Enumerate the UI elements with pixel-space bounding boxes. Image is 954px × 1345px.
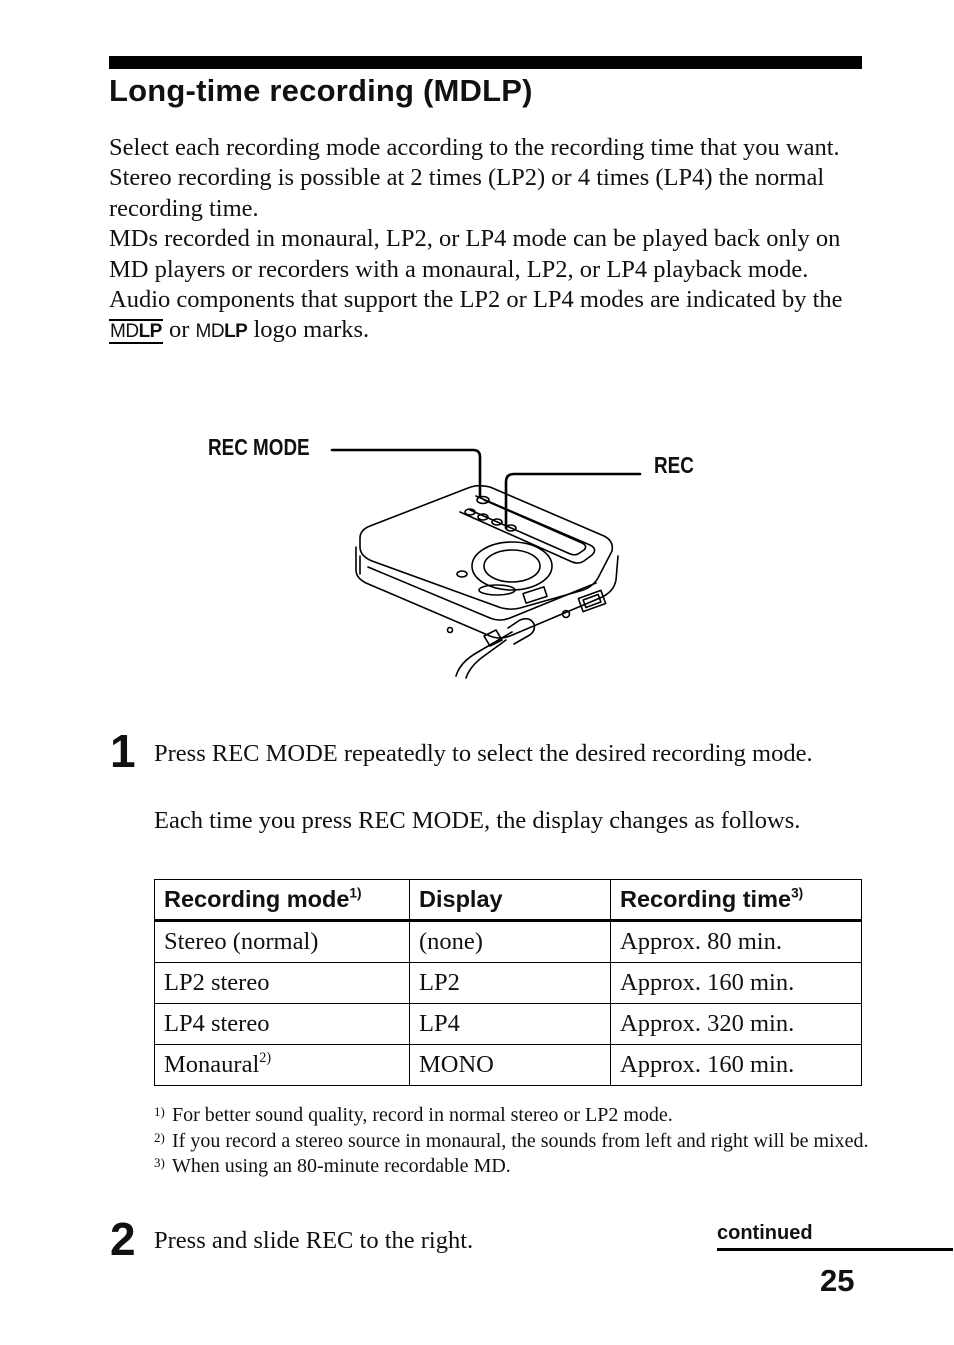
col-header-mode-sup: 1) (349, 885, 362, 901)
cell-mode (155, 921, 410, 963)
col-header-display-label: Display (419, 886, 503, 912)
col-header-display (410, 880, 611, 921)
col-header-mode-label: Recording mode (164, 886, 350, 912)
continued-rule (717, 1248, 953, 1251)
step-2-number: 2 (110, 1213, 136, 1265)
cell-mode (155, 1004, 410, 1045)
mdlp-logo-md-2: MD (195, 321, 225, 343)
col-header-time (611, 880, 862, 921)
intro-text (109, 133, 869, 348)
mdlp-logo-md: MD (110, 321, 139, 343)
intro-p4-end: logo marks. (253, 316, 370, 344)
mdlp-logo-boxed (109, 319, 163, 344)
col-header-mode (155, 880, 410, 921)
cell-time: Approx. 320 min. (611, 1004, 862, 1045)
cell-display: LP4 (410, 1004, 611, 1045)
cell-mode-text: LP2 stereo (164, 969, 270, 996)
continued-label: continued (717, 1222, 813, 1244)
title-rule (109, 56, 862, 69)
rec-callout: REC (654, 452, 694, 478)
table-row (155, 1004, 862, 1045)
footnote-1-text: For better sound quality, record in normal stereo or LP2 mode. (172, 1104, 673, 1126)
footnote-3-mark: 3) (154, 1155, 165, 1170)
cell-time: Approx. 160 min. (611, 963, 862, 1004)
footnotes (154, 1103, 874, 1180)
step-1-text: Press REC MODE repeatedly to select the desired recording mode. (154, 740, 813, 767)
page-number: 25 (820, 1263, 855, 1298)
mdlp-logo-plain (196, 321, 248, 342)
step-1-subtext: Each time you press REC MODE, the display changes as follows. (154, 807, 801, 834)
cell-time: Approx. 160 min. (611, 1045, 862, 1086)
col-header-time-sup: 3) (791, 885, 804, 901)
footnote-3 (154, 1154, 874, 1180)
mdlp-logo-lp-2: LP (224, 321, 248, 343)
cell-mode-text: Monaural (164, 1051, 260, 1078)
recording-mode-table (154, 879, 862, 1086)
page-title: Long-time recording (MDLP) (109, 73, 533, 108)
step-2-text: Press and slide REC to the right. (154, 1227, 474, 1254)
footnote-1 (154, 1103, 874, 1129)
footnote-1-mark: 1) (154, 1104, 165, 1119)
cell-mode-text: Stereo (normal) (164, 928, 319, 955)
col-header-time-label: Recording time (620, 886, 792, 912)
table-header-row (155, 880, 862, 921)
footnote-2-text: If you record a stereo source in monaural, the sounds from left and right will be mixed. (172, 1129, 869, 1152)
md-recorder-illustration (320, 430, 660, 690)
cell-mode (155, 1045, 410, 1086)
mdlp-logo-lp: LP (138, 321, 162, 343)
cell-display: (none) (410, 921, 611, 963)
intro-paragraph-3: MDs recorded in monaural, LP2, or LP4 mode can be played back only on MD players or recorders with a monaural, LP2, or LP4 playback mode. (109, 225, 841, 283)
table-row (155, 963, 862, 1004)
cell-display: LP2 (410, 963, 611, 1004)
intro-paragraph-4 (109, 285, 869, 348)
footnote-3-text: When using an 80-minute recordable MD. (172, 1155, 511, 1177)
intro-paragraph-1: Select each recording mode according to the recording time that you want. (109, 134, 840, 161)
cell-mode (155, 963, 410, 1004)
cell-display: MONO (410, 1045, 611, 1086)
footnote-2 (154, 1129, 874, 1155)
intro-paragraph-2: Stereo recording is possible at 2 times (LP2) or 4 times (LP4) the normal recording time. (109, 164, 825, 222)
footnote-2-mark: 2) (154, 1129, 165, 1145)
cell-mode-text: LP4 stereo (164, 1010, 270, 1037)
cell-time: Approx. 80 min. (611, 921, 862, 963)
table-row (155, 1045, 862, 1086)
cell-mode-sup: 2) (259, 1050, 272, 1067)
step-1-number: 1 (110, 725, 136, 777)
table-row (155, 921, 862, 963)
rec-mode-callout: REC MODE (208, 434, 310, 460)
intro-p4-start: Audio components that support the LP2 or LP4 modes are indicated by the (109, 286, 843, 314)
intro-p4-or: or (168, 316, 190, 344)
